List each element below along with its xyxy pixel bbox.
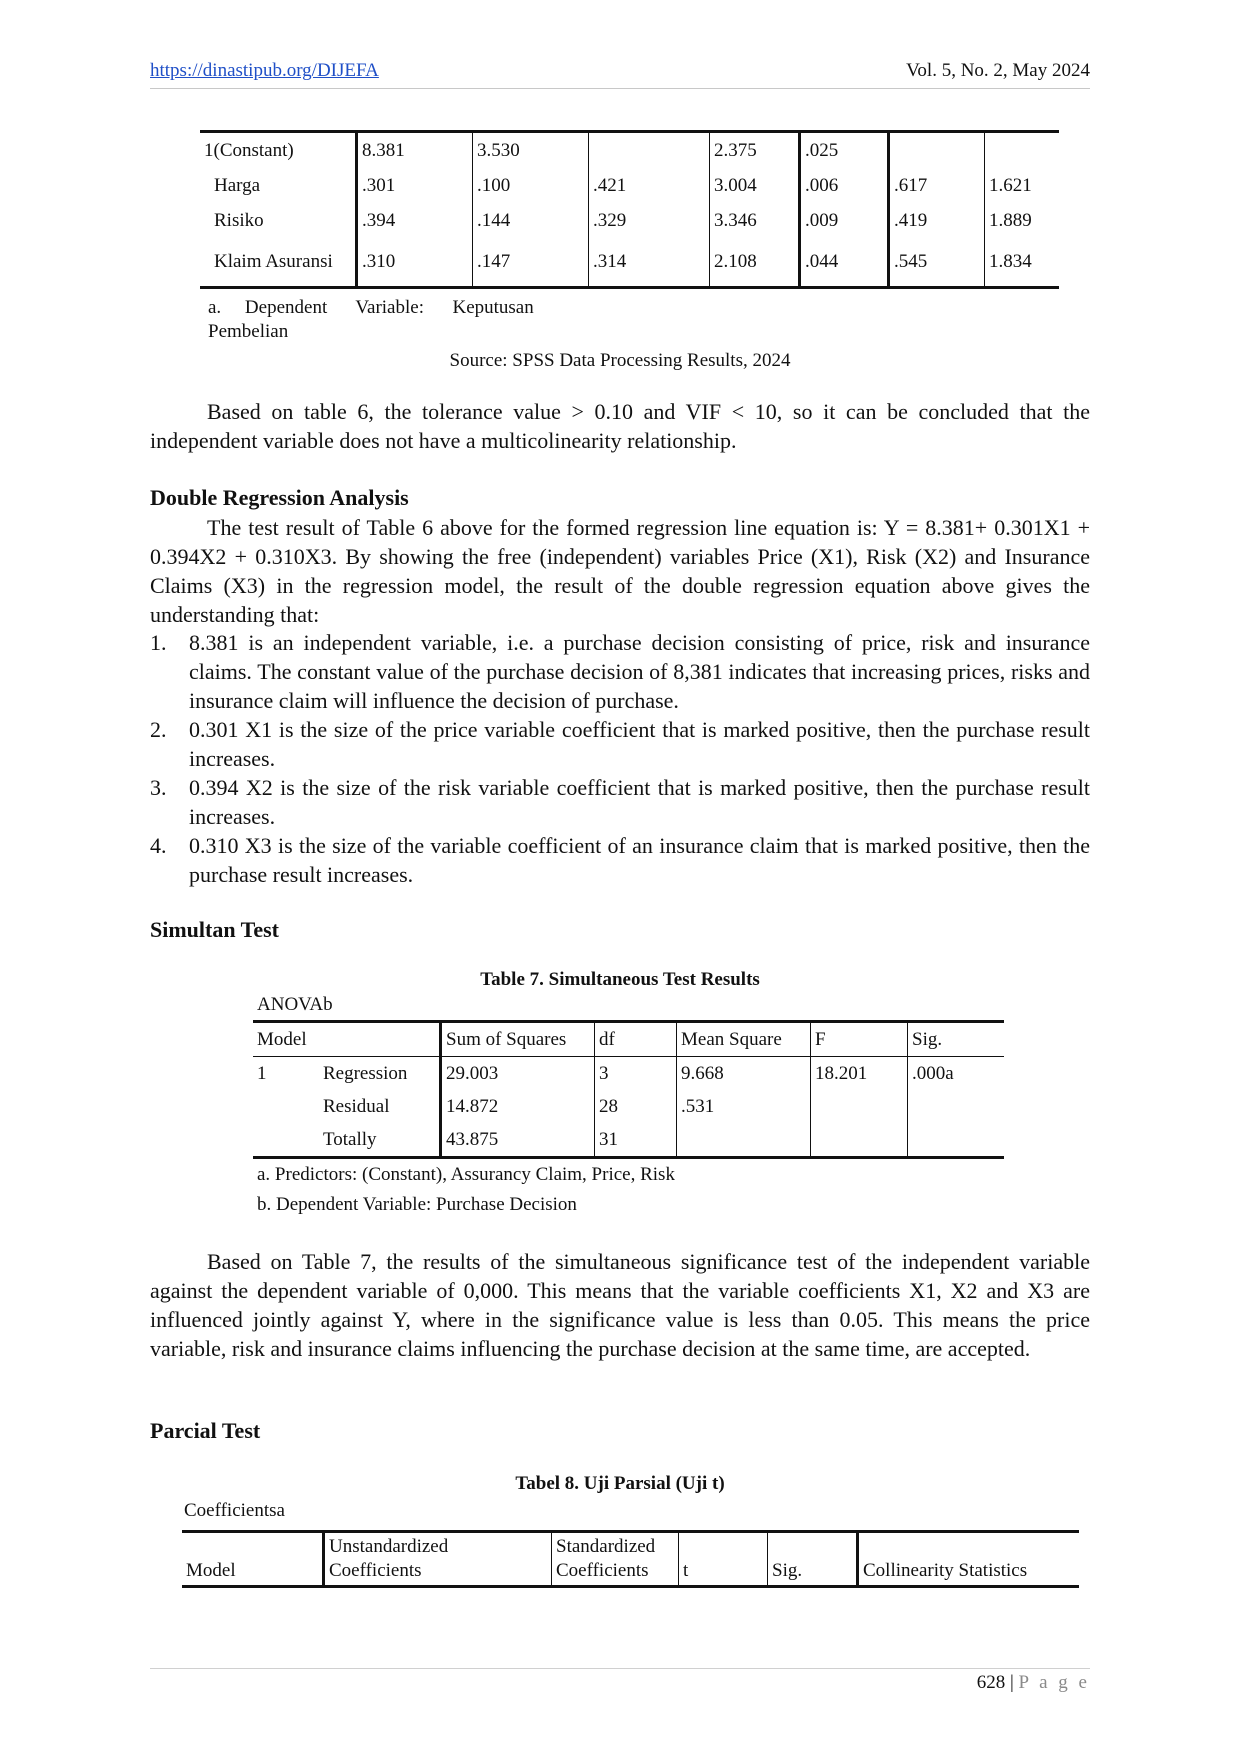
cell-sig: .009 xyxy=(800,203,889,238)
cell-b: 8.381 xyxy=(357,132,473,169)
cell-model xyxy=(253,1090,319,1123)
journal-link[interactable]: https://dinastipub.org/DIJEFA xyxy=(150,60,379,81)
table-7-note-b: b. Dependent Variable: Purchase Decision xyxy=(257,1194,577,1215)
table-8-partial xyxy=(182,1530,1079,1588)
header-sum-squares: Sum of Squares xyxy=(441,1022,595,1057)
cell-df: 31 xyxy=(595,1123,677,1158)
table-7-note-a: a. Predictors: (Constant), Assurancy Claim, Price, Risk xyxy=(257,1164,675,1185)
table-8-label: Coefficientsa xyxy=(184,1500,285,1521)
header-collinearity: Collinearity Statistics xyxy=(858,1532,1080,1587)
cell-f xyxy=(811,1123,908,1158)
table-header-row xyxy=(182,1532,1079,1587)
header-sig: Sig. xyxy=(908,1022,1005,1057)
footer-divider xyxy=(150,1668,1090,1669)
paragraph-simultaneous: Based on Table 7, the results of the simultaneous significance test of the independent variable against the dependent variable of 0,000. This means that the variable coefficients X1, X2 and X3 are influenced jointly against Y, where in the significance value is less than 0.05. This means the price variable, risk and insurance claims influencing the purchase decision at the same time, are accepted. xyxy=(150,1249,1090,1361)
cell-df: 28 xyxy=(595,1090,677,1123)
cell-beta: .314 xyxy=(589,238,710,288)
cell-source: Regression xyxy=(323,1062,408,1084)
cell-vif: 1.621 xyxy=(985,168,1060,203)
cell-df: 3 xyxy=(595,1057,677,1091)
table-6-source: Source: SPSS Data Processing Results, 2024 xyxy=(449,350,791,371)
header-sig: Sig. xyxy=(768,1532,858,1587)
cell-f: 18.201 xyxy=(811,1057,908,1091)
cell-sig xyxy=(908,1123,1005,1158)
cell-sig: .044 xyxy=(800,238,889,288)
cell-ss: 29.003 xyxy=(441,1057,595,1091)
cell-t: 2.375 xyxy=(710,132,800,169)
header-divider xyxy=(150,88,1090,89)
cell-se: .147 xyxy=(473,238,589,288)
cell-ss: 43.875 xyxy=(441,1123,595,1158)
cell-se: .144 xyxy=(473,203,589,238)
cell-model: 1 xyxy=(257,1062,267,1084)
table-6-note-cont: Pembelian xyxy=(208,321,289,342)
table-row xyxy=(200,203,1059,238)
heading-double-regression: Double Regression Analysis xyxy=(150,485,409,510)
cell-se: .100 xyxy=(473,168,589,203)
cell-source: Residual xyxy=(323,1095,390,1117)
cell-se: 3.530 xyxy=(473,132,589,169)
header-f: F xyxy=(811,1022,908,1057)
row-label: 1(Constant) xyxy=(200,132,357,169)
paragraph-multicollinearity: Based on table 6, the tolerance value > 0.10 and VIF < 10, so it can be concluded that the independent variable does not have a multicolinearity relationship. xyxy=(150,399,1090,453)
cell-tolerance xyxy=(889,132,985,169)
table-row xyxy=(200,132,1059,169)
cell-t: 2.108 xyxy=(710,238,800,288)
cell-tolerance: .545 xyxy=(889,238,985,288)
cell-tolerance: .419 xyxy=(889,203,985,238)
cell-ms xyxy=(677,1123,811,1158)
cell-ms: 9.668 xyxy=(677,1057,811,1091)
table-row xyxy=(253,1090,1004,1123)
interpretation-list xyxy=(150,628,1090,889)
header-mean-square: Mean Square xyxy=(677,1022,811,1057)
footer-separator: | xyxy=(1009,1672,1014,1693)
table-row xyxy=(253,1057,1004,1091)
cell-tolerance: .617 xyxy=(889,168,985,203)
table-row xyxy=(253,1123,1004,1158)
cell-b: .394 xyxy=(357,203,473,238)
cell-vif: 1.834 xyxy=(985,238,1060,288)
heading-simultan-test: Simultan Test xyxy=(150,917,279,942)
cell-beta xyxy=(589,132,710,169)
cell-sig: .025 xyxy=(800,132,889,169)
cell-b: .310 xyxy=(357,238,473,288)
cell-f xyxy=(811,1090,908,1123)
cell-beta: .329 xyxy=(589,203,710,238)
table-6-note: a. Dependent Variable: Keputusan xyxy=(208,297,534,318)
header-model: Model xyxy=(182,1532,324,1587)
paragraph-double-regression: The test result of Table 6 above for the formed regression line equation is: Y = 8.381+ 0.301X1 + 0.394X2 + 0.310X3. By showing the free (independent) variables Price (X1), Risk (X2) and Insurance Claims (X3) in the regression model, the result of the double regression equation above gives the understanding that: xyxy=(150,515,1090,627)
volume-info: Vol. 5, No. 2, May 2024 xyxy=(906,60,1090,81)
table-7-anova xyxy=(253,1020,1004,1159)
row-label: Risiko xyxy=(214,209,264,231)
header-t: t xyxy=(679,1532,768,1587)
cell-sig xyxy=(908,1090,1005,1123)
cell-sig: .000a xyxy=(908,1057,1005,1091)
cell-ss: 14.872 xyxy=(441,1090,595,1123)
page-number: 628 xyxy=(976,1672,1006,1693)
list-item: 1. 8.381 is an independent variable, i.e. a purchase decision consisting of price, risk and insurance claims. The constant value of the purchase decision of 8,381 indicates that increasing prices, risks and insurance claim will influence the decision of purchase. xyxy=(150,630,1090,713)
table-6-coefficients xyxy=(200,130,1059,289)
table-row xyxy=(200,238,1059,288)
row-label: Klaim Asuransi xyxy=(200,238,357,288)
page-footer xyxy=(977,1672,1090,1694)
header-df: df xyxy=(595,1022,677,1057)
table-row xyxy=(200,168,1059,203)
cell-model xyxy=(253,1123,319,1158)
table-8-caption: Tabel 8. Uji Parsial (Uji t) xyxy=(515,1473,725,1494)
header-unstandardized: Unstandardized Coefficients xyxy=(324,1532,552,1587)
list-item: 4. 0.310 X3 is the size of the variable coefficient of an insurance claim that is marked positive, then the purchase result increases. xyxy=(150,833,1090,887)
cell-source: Totally xyxy=(319,1123,441,1158)
row-label: Harga xyxy=(214,174,261,196)
table-header-row xyxy=(253,1022,1004,1057)
cell-vif: 1.889 xyxy=(985,203,1060,238)
cell-beta: .421 xyxy=(589,168,710,203)
cell-b: .301 xyxy=(357,168,473,203)
cell-t: 3.004 xyxy=(710,168,800,203)
header-standardized: Standardized Coefficients xyxy=(552,1532,679,1587)
cell-ms: .531 xyxy=(677,1090,811,1123)
cell-sig: .006 xyxy=(800,168,889,203)
list-item: 2. 0.301 X1 is the size of the price variable coefficient that is marked positive, then the purchase result increases. xyxy=(150,717,1090,771)
cell-vif xyxy=(985,132,1060,169)
page-label: P a g e xyxy=(1018,1672,1090,1693)
table-7-label: ANOVAb xyxy=(257,994,333,1015)
heading-parcial-test: Parcial Test xyxy=(150,1418,261,1443)
table-7-caption: Table 7. Simultaneous Test Results xyxy=(480,969,760,990)
header-model: Model xyxy=(253,1022,441,1057)
list-item: 3. 0.394 X2 is the size of the risk variable coefficient that is marked positive, then the purchase result increases. xyxy=(150,775,1090,829)
cell-t: 3.346 xyxy=(710,203,800,238)
